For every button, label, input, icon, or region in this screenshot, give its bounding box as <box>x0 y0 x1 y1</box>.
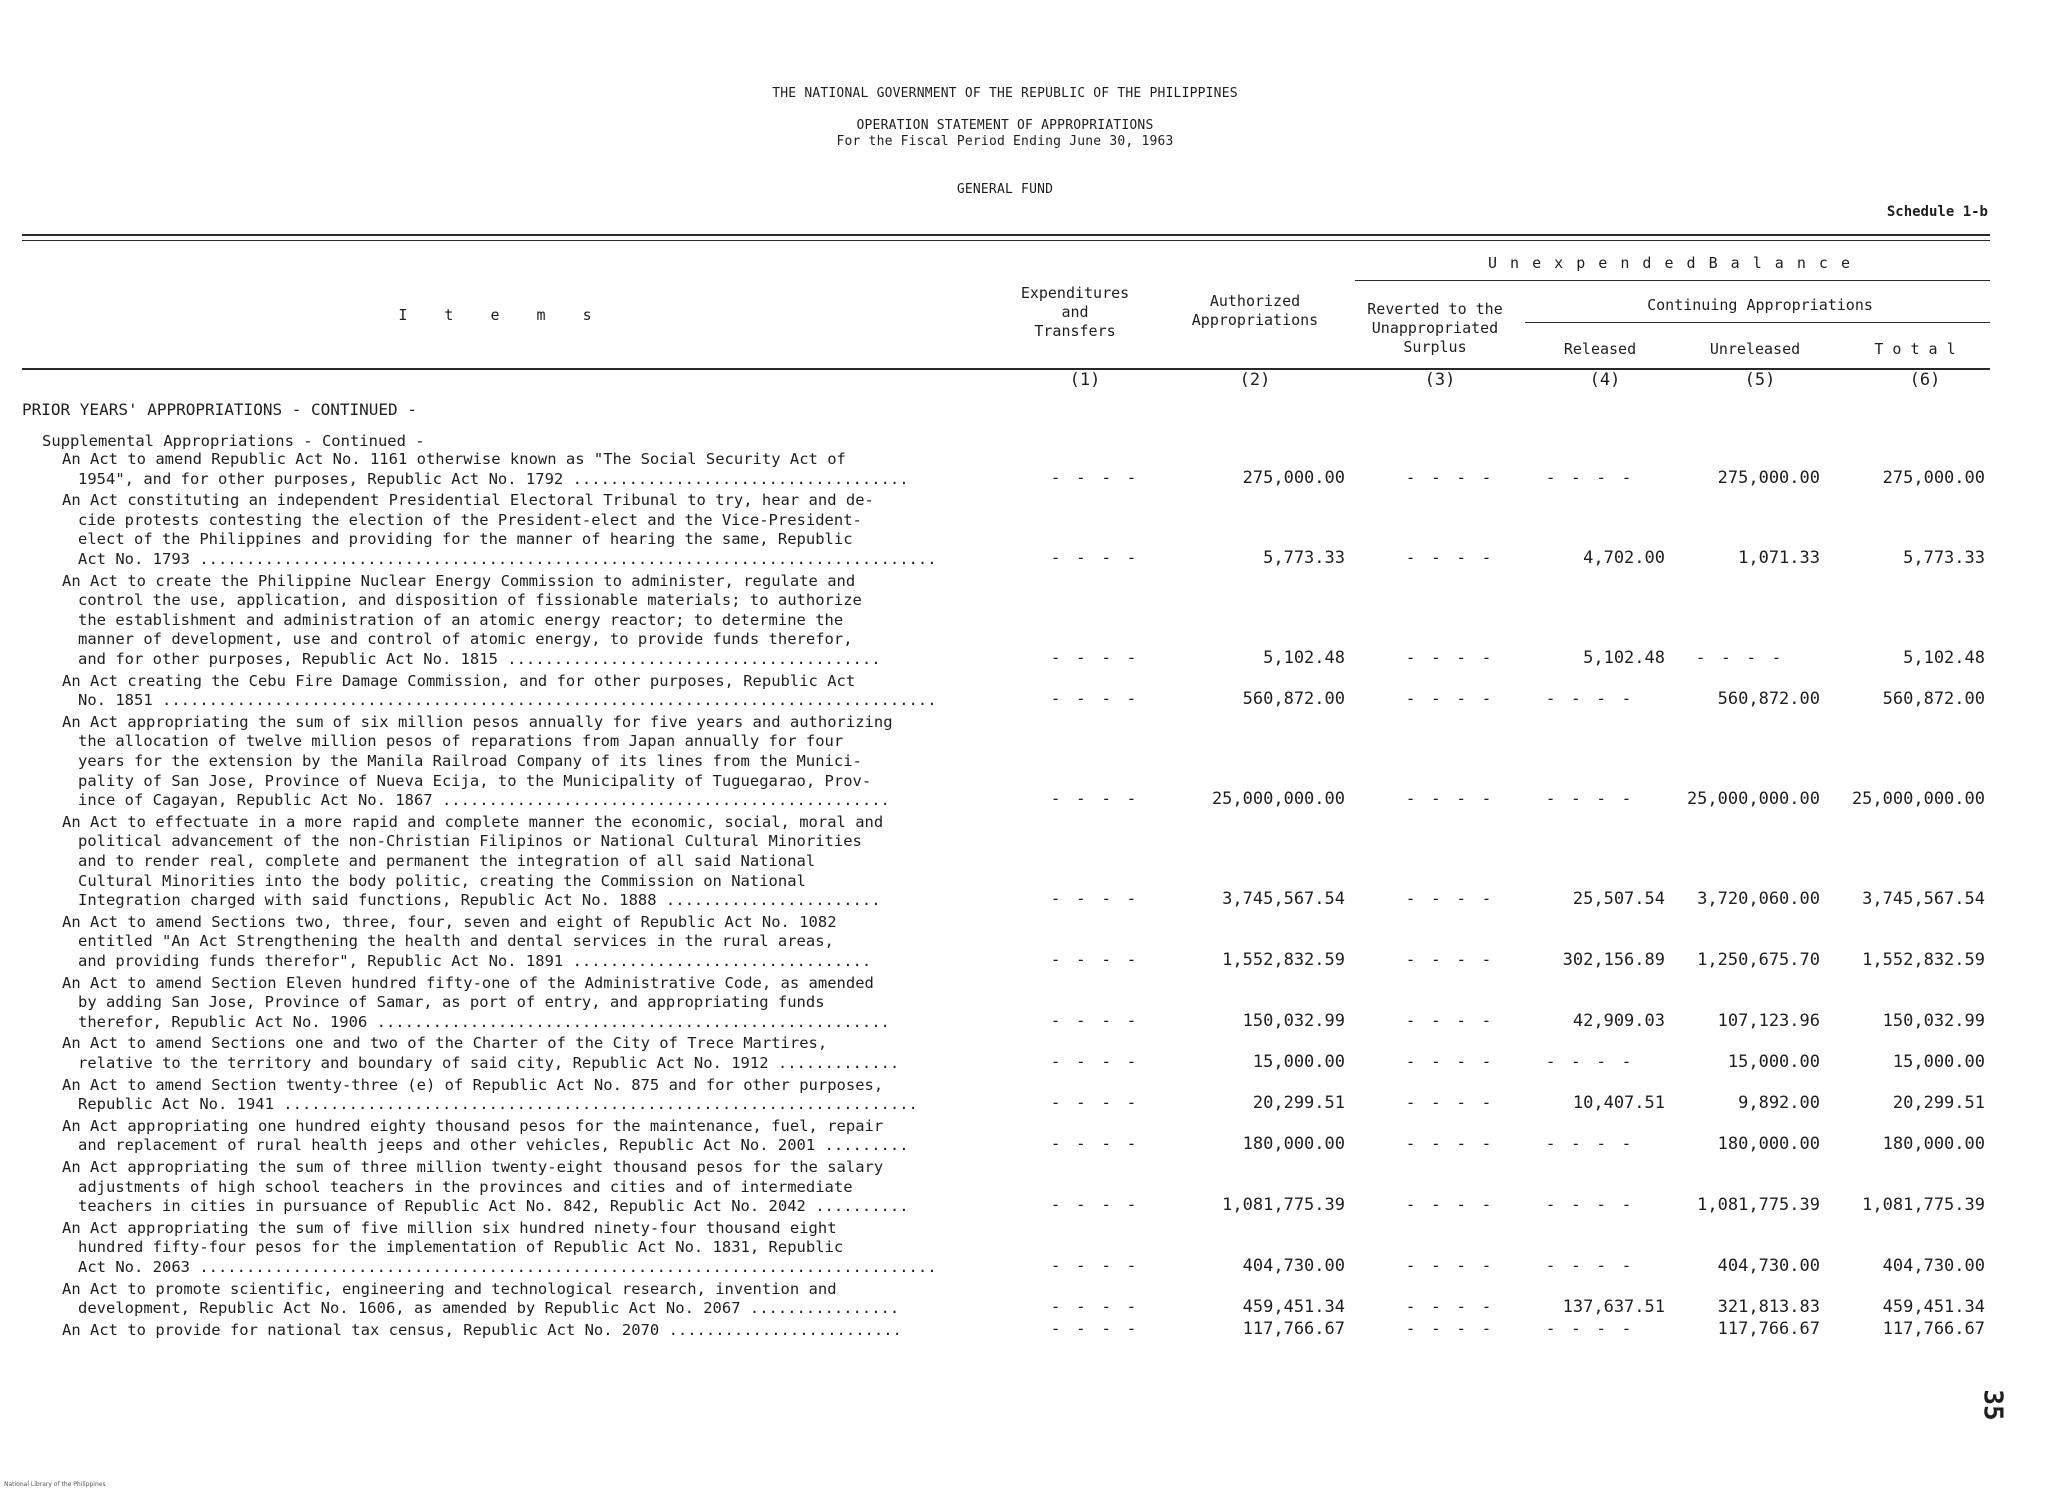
item-text-line: Integration charged with said functions, Republic Act No. 1888 ....................... <box>78 891 881 910</box>
item-text-line: An Act to provide for national tax census, Republic Act No. 2070 ......................... <box>62 1320 902 1339</box>
released-dash: - - - - <box>1545 689 1635 709</box>
statement-title: OPERATION STATEMENT OF APPROPRIATIONS <box>856 118 1154 133</box>
unreleased-value: 180,000.00 <box>1717 1134 1820 1155</box>
total-value: 5,102.48 <box>1903 648 1985 668</box>
item-text-line: manner of development, use and control of atomic energy, to provide funds therefor, <box>78 630 853 649</box>
item-text-line: An Act to amend Section Eleven hundred fifty-one of the Administrative Code, as amended <box>62 973 874 992</box>
reverted-dash: - - - - <box>1405 1052 1495 1071</box>
expenditures-dash: - - - - <box>1050 950 1140 969</box>
item-text-line: An Act constituting an independent Presidential Electoral Tribunal to try, hear and de- <box>62 491 874 510</box>
page-number: 35 <box>1977 1389 2008 1421</box>
total-value: 1,552,832.59 <box>1862 950 1985 970</box>
authorized-value: 459,451.34 <box>1242 1297 1345 1318</box>
unreleased-value: 1,250,675.70 <box>1697 950 1820 970</box>
expenditures-dash: - - - - <box>1050 1195 1140 1215</box>
reverted-dash: - - - - <box>1405 548 1495 567</box>
expenditures-dash: - - - - <box>1050 548 1140 567</box>
unreleased-value: 404,730.00 <box>1717 1256 1820 1276</box>
item-text-line: An Act creating the Cebu Fire Damage Commission, and for other purposes, Republic Act <box>62 671 856 690</box>
total-value: 117,766.67 <box>1882 1318 1985 1339</box>
expenditures-dash: - - - - <box>1050 1010 1140 1030</box>
item-text-line: An Act to amend Republic Act No. 1161 otherwise known as "The Social Security Act of <box>62 450 846 468</box>
reverted-dash: - - - - <box>1405 950 1495 969</box>
item-text-line: ince of Cagayan, Republic Act No. 1867 ................................................ <box>78 791 890 810</box>
released-header: Released <box>1563 340 1637 358</box>
item-text-line: and replacement of rural health jeeps and other vehicles, Republic Act No. 2001 ......... <box>78 1136 909 1155</box>
top-rule-2 <box>22 240 1990 241</box>
unreleased-value: 3,720,060.00 <box>1697 889 1820 910</box>
item-text-line: Cultural Minorities into the body politic, creating the Commission on National <box>78 871 806 890</box>
total-value: 20,299.51 <box>1892 1093 1985 1114</box>
col-number: (2) <box>1239 370 1271 390</box>
reverted-dash: - - - - <box>1405 1195 1495 1215</box>
unreleased-value: 9,892.00 <box>1738 1093 1820 1114</box>
reverted-dash: - - - - <box>1405 1318 1495 1338</box>
item-text-line: and to render real, complete and permanent the integration of all said National <box>78 851 816 870</box>
reverted-dash: - - - - <box>1405 889 1495 909</box>
unreleased-value: 275,000.00 <box>1717 467 1820 488</box>
expenditures-dash: - - - - <box>1050 689 1140 709</box>
authorized-value: 560,872.00 <box>1242 689 1345 710</box>
released-dash: - - - - <box>1545 1256 1635 1275</box>
authorized-value: 404,730.00 <box>1242 1256 1345 1276</box>
unreleased-value: 321,813.83 <box>1717 1297 1820 1318</box>
released-value: 302,156.89 <box>1562 950 1665 970</box>
released-value: 4,702.00 <box>1583 548 1665 568</box>
released-dash: - - - - <box>1545 1195 1635 1215</box>
authorized-value: 275,000.00 <box>1242 467 1345 488</box>
appropriation-item <box>62 1117 1010 1156</box>
total-value: 560,872.00 <box>1882 689 1985 710</box>
appropriation-item <box>62 1280 1010 1319</box>
released-value: 137,637.51 <box>1562 1297 1665 1318</box>
fund-title: GENERAL FUND <box>956 182 1054 197</box>
item-text-line: relative to the territory and boundary of said city, Republic Act No. 1912 ............. <box>78 1053 900 1072</box>
items-header: I t e m s <box>398 306 606 324</box>
item-text-line: the allocation of twelve million pesos of reparations from Japan annually for four <box>78 732 844 751</box>
col-number: (3) <box>1424 370 1456 390</box>
released-value: 25,507.54 <box>1572 889 1665 910</box>
expenditures-dash: - - - - <box>1050 1297 1140 1317</box>
item-text-line: An Act to amend Sections one and two of the Charter of the City of Trece Martires, <box>62 1034 828 1053</box>
item-text-line: An Act appropriating the sum of six million pesos annually for five years and authorizing <box>62 712 893 731</box>
unexpended-header: U n e x p e n d e d B a l a n c e <box>1487 254 1852 272</box>
total-value: 3,745,567.54 <box>1862 889 1985 910</box>
appropriation-item <box>62 974 1010 1033</box>
unreleased-value: 1,071.33 <box>1738 548 1820 568</box>
total-value: 150,032.99 <box>1882 1010 1985 1031</box>
item-text-line: An Act appropriating one hundred eighty thousand pesos for the maintenance, fuel, repair <box>62 1116 884 1135</box>
item-text-line: An Act appropriating the sum of three million twenty-eight thousand pesos for the salary <box>62 1158 884 1176</box>
total-value: 404,730.00 <box>1882 1256 1985 1276</box>
released-dash: - - - - <box>1545 1134 1635 1154</box>
authorized-value: 117,766.67 <box>1242 1318 1345 1339</box>
reverted-dash: - - - - <box>1405 648 1495 667</box>
item-text-line: No. 1851 ................................................................................... <box>78 691 937 710</box>
total-header: T o t a l <box>1874 340 1956 358</box>
expenditures-dash: - - - - <box>1050 1052 1140 1071</box>
authorized-value: 180,000.00 <box>1242 1134 1345 1155</box>
expenditures-dash: - - - - <box>1050 789 1140 809</box>
reverted-dash: - - - - <box>1405 1093 1495 1113</box>
item-text-line: Act No. 2063 ............................................................................... <box>78 1257 937 1276</box>
reverted-dash: - - - - <box>1405 789 1495 809</box>
continuing-rule <box>1525 322 1990 323</box>
appropriation-item <box>62 1034 1010 1073</box>
item-text-line: Act No. 1793 ............................................................................... <box>78 549 937 568</box>
reverted-dash: - - - - <box>1405 689 1495 709</box>
appropriation-item <box>62 1158 1010 1217</box>
col-number: (1) <box>1069 370 1101 390</box>
section-title: PRIOR YEARS' APPROPRIATIONS - CONTINUED - <box>22 400 417 419</box>
appropriation-item <box>62 713 1010 811</box>
item-text-line: An Act to effectuate in a more rapid and complete manner the economic, social, moral and <box>62 812 884 831</box>
unexpended-rule <box>1355 280 1990 281</box>
authorized-header: Authorized Appropriations <box>1191 292 1319 329</box>
unreleased-value: 1,081,775.39 <box>1697 1195 1820 1216</box>
authorized-value: 1,552,832.59 <box>1222 950 1345 970</box>
expenditures-dash: - - - - <box>1050 1256 1140 1275</box>
item-text-line: and providing funds therefor", Republic Act No. 1891 ................................ <box>78 951 872 970</box>
item-text-line: teachers in cities in pursuance of Republic Act No. 842, Republic Act No. 2042 .......... <box>78 1197 909 1216</box>
total-value: 459,451.34 <box>1882 1297 1985 1318</box>
expenditures-dash: - - - - <box>1050 1134 1140 1154</box>
total-value: 15,000.00 <box>1892 1052 1985 1072</box>
appropriation-item <box>62 1219 1010 1278</box>
item-text-line: political advancement of the non-Christian Filipinos or National Cultural Minorities <box>78 832 862 851</box>
item-text-line: Republic Act No. 1941 .................................................................... <box>78 1095 918 1114</box>
item-text-line: therefor, Republic Act No. 1906 ....................................................... <box>78 1012 890 1031</box>
reverted-dash: - - - - <box>1405 467 1495 487</box>
released-value: 5,102.48 <box>1583 648 1665 668</box>
appropriation-item <box>62 913 1010 972</box>
header-bottom-rule <box>22 368 1990 370</box>
archive-footer: National Library of the Philippines <box>4 1481 106 1488</box>
appropriation-item <box>62 672 1010 711</box>
expenditures-dash: - - - - <box>1050 1318 1140 1338</box>
released-value: 42,909.03 <box>1572 1010 1665 1031</box>
item-text-line: elect of the Philippines and providing for the manner of hearing the same, Republic <box>78 530 853 549</box>
col-number: (5) <box>1744 370 1776 390</box>
government-title: THE NATIONAL GOVERNMENT OF THE REPUBLIC OF THE PHILIPPINES <box>772 86 1238 101</box>
authorized-value: 3,745,567.54 <box>1222 889 1345 910</box>
item-text-line: years for the extension by the Manila Railroad Company of its lines from the Munici- <box>78 751 862 770</box>
total-value: 25,000,000.00 <box>1851 789 1985 810</box>
total-value: 1,081,775.39 <box>1862 1195 1985 1216</box>
item-text-line: An Act to create the Philippine Nuclear Energy Commission to administer, regulate and <box>62 571 856 590</box>
authorized-value: 25,000,000.00 <box>1211 789 1345 810</box>
released-dash: - - - - <box>1545 1052 1635 1071</box>
released-value: 10,407.51 <box>1572 1093 1665 1114</box>
expenditures-dash: - - - - <box>1050 889 1140 909</box>
col-number: (4) <box>1589 370 1621 390</box>
item-text-line: An Act to amend Section twenty-three (e) of Republic Act No. 875 and for other purposes, <box>62 1075 884 1094</box>
authorized-value: 20,299.51 <box>1252 1093 1345 1114</box>
item-text-line: An Act appropriating the sum of five million six hundred ninety-four thousand eight <box>62 1218 837 1237</box>
appropriation-item <box>62 813 1010 911</box>
item-text-line: the establishment and administration of an atomic energy reactor; to determine the <box>78 610 844 629</box>
authorized-value: 15,000.00 <box>1252 1052 1345 1072</box>
item-text-line: An Act to amend Sections two, three, four, seven and eight of Republic Act No. 1082 <box>62 912 837 931</box>
total-value: 180,000.00 <box>1882 1134 1985 1155</box>
item-text-line: and for other purposes, Republic Act No. 1815 ........................................ <box>78 649 881 668</box>
item-text-line: cide protests contesting the election of the President-elect and the Vice-President- <box>78 510 862 529</box>
authorized-value: 5,102.48 <box>1263 648 1345 668</box>
reverted-dash: - - - - <box>1405 1134 1495 1154</box>
unreleased-value: 107,123.96 <box>1717 1010 1820 1031</box>
total-value: 275,000.00 <box>1882 467 1985 488</box>
total-value: 5,773.33 <box>1903 548 1985 568</box>
item-text-line: entitled "An Act Strengthening the health and dental services in the rural areas, <box>78 932 834 951</box>
reverted-dash: - - - - <box>1405 1010 1495 1030</box>
expenditures-dash: - - - - <box>1050 648 1140 667</box>
appropriation-item <box>62 572 1010 670</box>
item-text-line: adjustments of high school teachers in the provinces and cities and of intermediate <box>78 1177 853 1196</box>
authorized-value: 150,032.99 <box>1242 1010 1345 1031</box>
expenditures-header: Expenditures and Transfers <box>1020 284 1130 340</box>
reverted-header: Reverted to the Unappropriated Surplus <box>1367 300 1503 356</box>
appropriation-item <box>62 450 1010 489</box>
item-text-line: An Act to promote scientific, engineering and technological research, invention and <box>62 1279 837 1298</box>
appropriation-item <box>62 1076 1010 1115</box>
item-text-line: development, Republic Act No. 1606, as amended by Republic Act No. 2067 ................ <box>78 1299 900 1318</box>
item-text-line: 1954", and for other purposes, Republic Act No. 1792 .................................... <box>78 469 909 488</box>
fiscal-period: For the Fiscal Period Ending June 30, 1963 <box>836 134 1174 149</box>
authorized-value: 1,081,775.39 <box>1222 1195 1345 1216</box>
reverted-dash: - - - - <box>1405 1297 1495 1317</box>
released-dash: - - - - <box>1545 789 1635 809</box>
subsection-title: Supplemental Appropriations - Continued - <box>42 432 425 450</box>
unreleased-value: 560,872.00 <box>1717 689 1820 710</box>
schedule-label: Schedule 1-b <box>1886 204 1988 220</box>
item-text-line: by adding San Jose, Province of Samar, as port of entry, and appropriating funds <box>78 993 825 1012</box>
item-text-line: hundred fifty-four pesos for the implementation of Republic Act No. 1831, Republic <box>78 1238 844 1257</box>
unreleased-value: 15,000.00 <box>1727 1052 1820 1072</box>
unreleased-value: 117,766.67 <box>1717 1318 1820 1339</box>
unreleased-value: 25,000,000.00 <box>1686 789 1820 810</box>
expenditures-dash: - - - - <box>1050 1093 1140 1113</box>
unreleased-header: Unreleased <box>1709 340 1801 358</box>
continuing-header: Continuing Appropriations <box>1647 296 1873 314</box>
released-dash: - - - - <box>1545 467 1635 487</box>
reverted-dash: - - - - <box>1405 1256 1495 1275</box>
released-dash: - - - - <box>1545 1318 1635 1338</box>
appropriation-item <box>62 491 1010 569</box>
col-number: (6) <box>1909 370 1941 390</box>
authorized-value: 5,773.33 <box>1263 548 1345 568</box>
item-text-line: pality of San Jose, Province of Nueva Ecija, to the Municipality of Tuguegarao, Prov- <box>78 771 872 790</box>
top-rule <box>22 234 1990 236</box>
expenditures-dash: - - - - <box>1050 467 1140 487</box>
unreleased-dash: - - - - <box>1695 648 1785 667</box>
appropriation-item <box>62 1321 1010 1341</box>
item-text-line: control the use, application, and disposition of fissionable materials; to authorize <box>78 591 862 610</box>
